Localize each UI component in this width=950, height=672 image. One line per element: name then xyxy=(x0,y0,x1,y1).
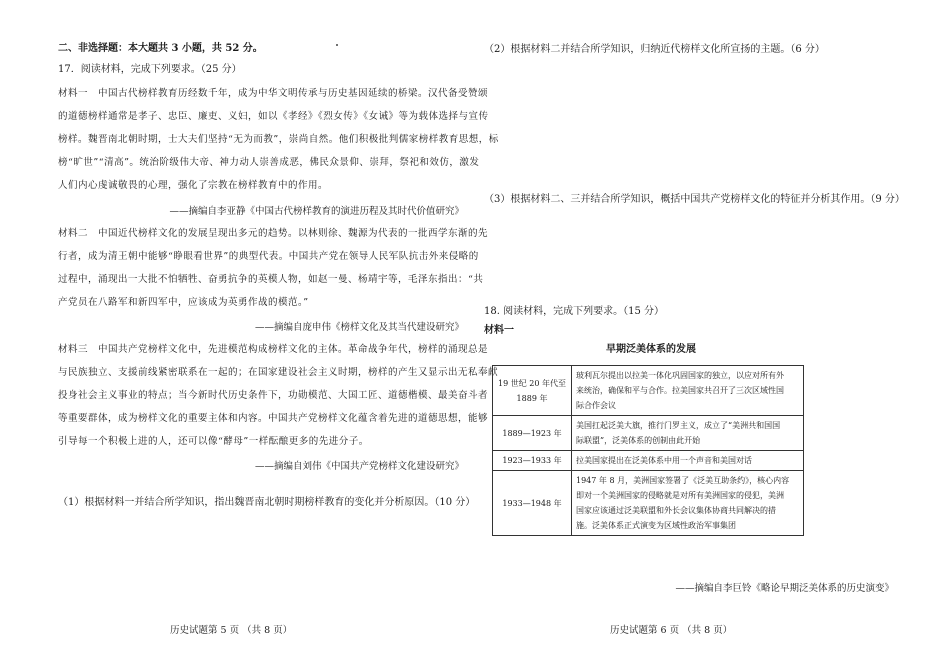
material-2-source: ——摘编自庞申伟《榜样文化及其当代建设研究》 xyxy=(254,322,464,333)
material-2-line: 过程中，涌现出一大批不怕牺牲、奋勇抗争的英模人物，如赵一曼、杨靖宇等，毛泽东指出：“共 xyxy=(58,274,484,285)
period-text: 1889—1923 年 xyxy=(502,428,562,438)
content-text: 际合作会议 xyxy=(576,401,616,410)
material-1-line: 材料一 中国古代榜样教育历经数千年，成为中华文明传承与历史基因延续的桥梁。汉代备受赞颂 xyxy=(58,88,489,99)
material-1-line: 榜样。魏晋南北朝时期，士大夫们坚持“无为而教”，崇尚自然。他们积极批判儒家榜样教育思想，标 xyxy=(58,134,499,145)
material-3-line: 与民族独立、支援前线紧密联系在一起的；在国家建设社会主义时期，榜样的产生又显示出无私奉献 xyxy=(58,367,499,378)
content-text: 美国扛起泛美大旗，推行门罗主义，成立了“美洲共和国国 xyxy=(576,421,781,430)
right-page xyxy=(484,0,905,672)
table-row xyxy=(493,416,804,451)
material-2-line: 材料二 中国近代榜样文化的发展呈现出多元的趋势。以林则徐、魏源为代表的一批西学东渐的先 xyxy=(58,228,489,239)
content-cell xyxy=(572,366,804,416)
content-text: 国家应该通过泛美联盟和外长会议集体协商共同解决的措 xyxy=(576,506,776,515)
period-text: 1933—1948 年 xyxy=(502,498,562,508)
period-cell xyxy=(493,416,572,451)
material-3-line: 材料三 中国共产党榜样文化中，先进模范构成榜样文化的主体。革命战争年代，榜样的涌现总是 xyxy=(58,344,489,355)
period-text: 1923—1933 年 xyxy=(502,456,562,465)
page-footer: 历史试题第 6 页 （共 8 页） xyxy=(610,625,733,636)
content-text: 即对一个美洲国家的侵略就是对所有美洲国家的侵犯，美洲 xyxy=(576,491,784,500)
content-text: 拉美国家提出在泛美体系中用一个声音和美国对话 xyxy=(576,456,752,465)
question-18-intro: 18. 阅读材料，完成下列要求。（15 分） xyxy=(484,306,664,317)
material-2-line: 产党员在八路军和新四军中，应该成为英勇作战的模范。” xyxy=(58,297,309,308)
material-1-line: 的道德榜样通常是孝子、忠臣、廉吏、义妇，如以《孝经》《烈女传》《女诫》等为载体选择与宣传 xyxy=(58,111,489,122)
content-text: 1947 年 8 月，美洲国家签署了《泛美互助条约》，核心内容 xyxy=(576,476,790,485)
content-text: 玻利瓦尔提出以拉美一体化巩固国家的独立，以应对所有外 xyxy=(576,371,784,380)
material-3-line: 投身社会主义事业的特点；当今新时代历史条件下，功勋模范、大国工匠、道德楷模、最美奋斗者 xyxy=(58,390,489,401)
content-cell xyxy=(572,451,804,471)
page-footer: 历史试题第 5 页 （共 8 页） xyxy=(170,625,293,636)
left-page xyxy=(58,0,499,672)
section-header: 二、非选择题：本大题共 3 小题，共 52 分。 xyxy=(58,43,263,54)
table-row xyxy=(493,451,804,471)
content-cell xyxy=(572,416,804,451)
content-text: 际联盟”，泛美体系的创制由此开始 xyxy=(576,436,701,445)
material-3-line: 等重要群体，成为榜样文化的重要主体和内容。中国共产党榜样文化蕴含着先进的道德思想，能够 xyxy=(58,413,489,424)
material-1-source: ——摘编自李亚静《中国古代榜样教育的演进历程及其时代价值研究》 xyxy=(169,206,464,217)
question-17-part-2: （2）根据材料二并结合所学知识，归纳近代榜样文化所宣扬的主题。（6 分） xyxy=(484,44,825,55)
question-17-intro: 17．阅读材料，完成下列要求。（25 分） xyxy=(58,64,242,75)
table-row xyxy=(493,471,804,536)
material-1-label: 材料一 xyxy=(484,325,514,336)
stray-mark xyxy=(336,44,338,46)
pan-american-table xyxy=(492,365,804,536)
material-3-line: 引导每一个积极上进的人，还可以像“酵母”一样酝酿更多的先进分子。 xyxy=(58,436,369,447)
period-text: 1889 年 xyxy=(516,393,548,403)
table-source: ——摘编自李巨铃《略论早期泛美体系的历史演变》 xyxy=(675,583,894,594)
content-text: 来统治，确保和平与合作。拉美国家共召开了三次区域性国 xyxy=(576,386,784,395)
material-1-line: 榜“旷世”“清高”。统治阶级伟大帝、神力动人崇善成恶，佛民众景仰、崇拜，祭祀和效仿，激发 xyxy=(58,157,480,168)
period-text: 19 世纪 20 年代至 xyxy=(498,378,566,388)
table-title: 早期泛美体系的发展 xyxy=(606,344,696,355)
period-cell xyxy=(493,451,572,471)
period-cell xyxy=(493,366,572,416)
question-17-part-1: （1）根据材料一并结合所学知识，指出魏晋南北朝时期榜样教育的变化并分析原因。（10 分） xyxy=(58,497,476,508)
material-2-line: 行者，成为清王朝中能够“睁眼看世界”的典型代表。中国共产党在领导人民军队抗击外来侵略的 xyxy=(58,251,479,262)
material-3-source: ——摘编自刘伟《中国共产党榜样文化建设研究》 xyxy=(254,461,464,472)
content-cell xyxy=(572,471,804,536)
table-row xyxy=(493,366,804,416)
period-cell xyxy=(493,471,572,536)
question-17-part-3: （3）根据材料二、三并结合所学知识，概括中国共产党榜样文化的特征并分析其作用。（9 分） xyxy=(484,194,905,205)
material-1-line: 人们内心虔诚敬畏的心理，强化了宗教在榜样教育中的作用。 xyxy=(58,180,329,191)
content-text: 施。泛美体系正式演变为区域性政治军事集团 xyxy=(576,521,736,530)
